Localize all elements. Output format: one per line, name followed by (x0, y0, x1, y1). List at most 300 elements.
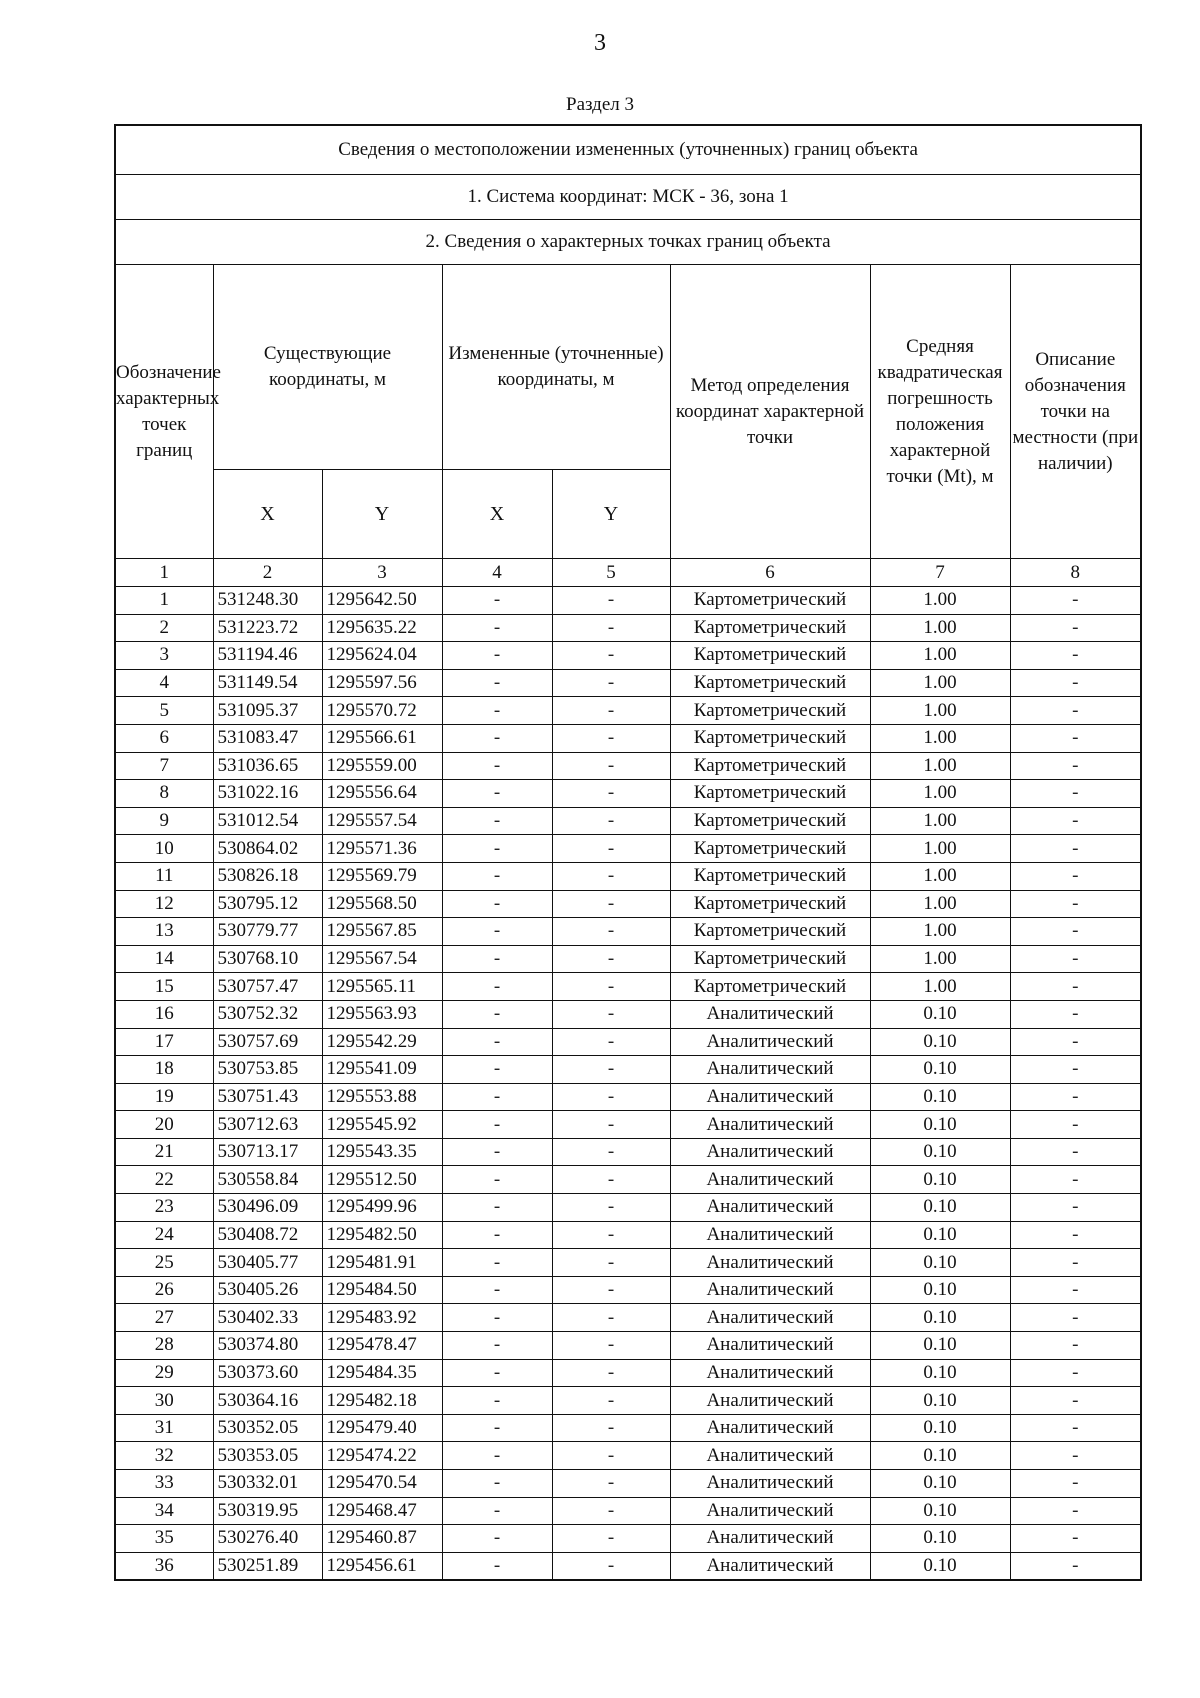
point-number-cell: 7 (115, 752, 213, 780)
existing-x-cell: 530558.84 (213, 1166, 322, 1194)
description-cell: - (1010, 614, 1141, 642)
point-number-cell: 29 (115, 1359, 213, 1387)
table-row (115, 1359, 1141, 1387)
changed-y-cell: - (552, 1056, 670, 1084)
existing-x-cell: 530374.80 (213, 1332, 322, 1360)
description-cell: - (1010, 1304, 1141, 1332)
method-cell: Аналитический (670, 1359, 870, 1387)
changed-y-cell: - (552, 780, 670, 808)
changed-x-cell: - (442, 1000, 552, 1028)
changed-y-cell: - (552, 1414, 670, 1442)
existing-x-cell: 530276.40 (213, 1525, 322, 1553)
changed-x-cell: - (442, 1221, 552, 1249)
changed-x-cell: - (442, 1111, 552, 1139)
existing-y-cell: 1295481.91 (322, 1249, 442, 1277)
table-row (115, 642, 1141, 670)
method-cell: Картометрический (670, 587, 870, 615)
changed-y-cell: - (552, 1028, 670, 1056)
header-description: Описание обозначения точки на местности (при наличии) (1010, 265, 1141, 559)
existing-y-cell: 1295542.29 (322, 1028, 442, 1056)
existing-x-cell: 530753.85 (213, 1056, 322, 1084)
description-cell: - (1010, 752, 1141, 780)
table-row (115, 1442, 1141, 1470)
description-cell: - (1010, 1138, 1141, 1166)
table-row (115, 1111, 1141, 1139)
changed-y-cell: - (552, 1497, 670, 1525)
method-cell: Картометрический (670, 642, 870, 670)
changed-y-cell: - (552, 835, 670, 863)
existing-y-cell: 1295512.50 (322, 1166, 442, 1194)
method-cell: Аналитический (670, 1442, 870, 1470)
changed-y-cell: - (552, 807, 670, 835)
table-row (115, 890, 1141, 918)
table-row (115, 724, 1141, 752)
mean-square-error-cell: 1.00 (870, 752, 1010, 780)
changed-x-cell: - (442, 642, 552, 670)
existing-x-cell: 530496.09 (213, 1194, 322, 1222)
method-cell: Картометрический (670, 614, 870, 642)
table-row (115, 1552, 1141, 1580)
method-cell: Аналитический (670, 1138, 870, 1166)
method-cell: Картометрический (670, 697, 870, 725)
changed-x-cell: - (442, 973, 552, 1001)
boundary-points-table (114, 124, 1142, 1581)
method-cell: Аналитический (670, 1414, 870, 1442)
method-cell: Картометрический (670, 780, 870, 808)
mean-square-error-cell: 0.10 (870, 1083, 1010, 1111)
existing-y-cell: 1295567.54 (322, 945, 442, 973)
table-row (115, 587, 1141, 615)
existing-x-cell: 530373.60 (213, 1359, 322, 1387)
description-cell: - (1010, 697, 1141, 725)
changed-y-cell: - (552, 1111, 670, 1139)
existing-y-cell: 1295566.61 (322, 724, 442, 752)
existing-y-cell: 1295468.47 (322, 1497, 442, 1525)
existing-y-cell: 1295569.79 (322, 862, 442, 890)
description-cell: - (1010, 1194, 1141, 1222)
description-cell: - (1010, 1359, 1141, 1387)
existing-y-cell: 1295478.47 (322, 1332, 442, 1360)
description-cell: - (1010, 1470, 1141, 1498)
description-cell: - (1010, 918, 1141, 946)
point-number-cell: 32 (115, 1442, 213, 1470)
changed-x-cell: - (442, 1387, 552, 1415)
changed-y-cell: - (552, 1552, 670, 1580)
existing-x-cell: 530364.16 (213, 1387, 322, 1415)
mean-square-error-cell: 1.00 (870, 724, 1010, 752)
table-row (115, 945, 1141, 973)
changed-y-cell: - (552, 1304, 670, 1332)
existing-x-cell: 530757.47 (213, 973, 322, 1001)
changed-x-cell: - (442, 614, 552, 642)
mean-square-error-cell: 0.10 (870, 1166, 1010, 1194)
point-number-cell: 20 (115, 1111, 213, 1139)
changed-x-cell: - (442, 1194, 552, 1222)
method-cell: Картометрический (670, 752, 870, 780)
changed-y-cell: - (552, 918, 670, 946)
table-row (115, 1028, 1141, 1056)
mean-square-error-cell: 1.00 (870, 697, 1010, 725)
mean-square-error-cell: 1.00 (870, 669, 1010, 697)
table-row (115, 1056, 1141, 1084)
method-cell: Аналитический (670, 1387, 870, 1415)
mean-square-error-cell: 1.00 (870, 890, 1010, 918)
changed-y-cell: - (552, 1276, 670, 1304)
existing-x-cell: 530402.33 (213, 1304, 322, 1332)
changed-y-cell: - (552, 669, 670, 697)
existing-y-cell: 1295556.64 (322, 780, 442, 808)
table-row (115, 1304, 1141, 1332)
changed-y-cell: - (552, 724, 670, 752)
column-number: 3 (322, 559, 442, 587)
existing-y-cell: 1295559.00 (322, 752, 442, 780)
mean-square-error-cell: 0.10 (870, 1249, 1010, 1277)
changed-y-cell: - (552, 862, 670, 890)
changed-x-cell: - (442, 807, 552, 835)
header-existing-coordinates: Существующие координаты, м (213, 265, 442, 470)
description-cell: - (1010, 1000, 1141, 1028)
changed-x-cell: - (442, 862, 552, 890)
table-row (115, 1000, 1141, 1028)
changed-x-cell: - (442, 724, 552, 752)
description-cell: - (1010, 780, 1141, 808)
changed-y-cell: - (552, 1194, 670, 1222)
changed-y-cell: - (552, 1166, 670, 1194)
table-row (115, 697, 1141, 725)
changed-y-cell: - (552, 1000, 670, 1028)
changed-y-cell: - (552, 1083, 670, 1111)
existing-y-cell: 1295565.11 (322, 973, 442, 1001)
description-cell: - (1010, 642, 1141, 670)
changed-x-cell: - (442, 918, 552, 946)
changed-x-cell: - (442, 669, 552, 697)
point-number-cell: 9 (115, 807, 213, 835)
mean-square-error-cell: 0.10 (870, 1470, 1010, 1498)
method-cell: Картометрический (670, 835, 870, 863)
existing-y-cell: 1295483.92 (322, 1304, 442, 1332)
point-number-cell: 15 (115, 973, 213, 1001)
column-number-row (115, 559, 1141, 587)
description-cell: - (1010, 1276, 1141, 1304)
table-row (115, 918, 1141, 946)
mean-square-error-cell: 0.10 (870, 1414, 1010, 1442)
table-row (115, 1414, 1141, 1442)
point-number-cell: 12 (115, 890, 213, 918)
description-cell: - (1010, 587, 1141, 615)
method-cell: Аналитический (670, 1497, 870, 1525)
description-cell: - (1010, 1497, 1141, 1525)
existing-x-cell: 531022.16 (213, 780, 322, 808)
changed-y-cell: - (552, 1332, 670, 1360)
changed-x-cell: - (442, 587, 552, 615)
method-cell: Аналитический (670, 1111, 870, 1139)
existing-x-cell: 530353.05 (213, 1442, 322, 1470)
existing-x-cell: 530757.69 (213, 1028, 322, 1056)
mean-square-error-cell: 0.10 (870, 1552, 1010, 1580)
method-cell: Картометрический (670, 669, 870, 697)
existing-y-cell: 1295642.50 (322, 587, 442, 615)
coordinate-system: 1. Система координат: МСК - 36, зона 1 (115, 175, 1141, 220)
table-row (115, 1083, 1141, 1111)
point-number-cell: 35 (115, 1525, 213, 1553)
mean-square-error-cell: 1.00 (870, 973, 1010, 1001)
changed-x-cell: - (442, 697, 552, 725)
existing-x-cell: 530251.89 (213, 1552, 322, 1580)
description-cell: - (1010, 1442, 1141, 1470)
description-cell: - (1010, 973, 1141, 1001)
point-number-cell: 4 (115, 669, 213, 697)
point-number-cell: 3 (115, 642, 213, 670)
mean-square-error-cell: 0.10 (870, 1332, 1010, 1360)
mean-square-error-cell: 0.10 (870, 1276, 1010, 1304)
section-title: Раздел 3 (566, 94, 634, 115)
existing-y-cell: 1295482.18 (322, 1387, 442, 1415)
existing-y-cell: 1295484.50 (322, 1276, 442, 1304)
existing-y-cell: 1295624.04 (322, 642, 442, 670)
existing-x-cell: 531149.54 (213, 669, 322, 697)
description-cell: - (1010, 1552, 1141, 1580)
mean-square-error-cell: 0.10 (870, 1056, 1010, 1084)
point-number-cell: 2 (115, 614, 213, 642)
method-cell: Аналитический (670, 1083, 870, 1111)
point-number-cell: 22 (115, 1166, 213, 1194)
table-row (115, 752, 1141, 780)
column-number: 8 (1010, 559, 1141, 587)
description-cell: - (1010, 1221, 1141, 1249)
point-number-cell: 34 (115, 1497, 213, 1525)
mean-square-error-cell: 1.00 (870, 835, 1010, 863)
method-cell: Картометрический (670, 945, 870, 973)
existing-x-cell: 530408.72 (213, 1221, 322, 1249)
point-number-cell: 18 (115, 1056, 213, 1084)
existing-x-cell: 530768.10 (213, 945, 322, 973)
changed-x-cell: - (442, 890, 552, 918)
mean-square-error-cell: 0.10 (870, 1359, 1010, 1387)
changed-x-cell: - (442, 1166, 552, 1194)
column-number: 5 (552, 559, 670, 587)
changed-y-cell: - (552, 697, 670, 725)
method-cell: Аналитический (670, 1276, 870, 1304)
mean-square-error-cell: 0.10 (870, 1028, 1010, 1056)
mean-square-error-cell: 1.00 (870, 862, 1010, 890)
table-row (115, 780, 1141, 808)
mean-square-error-cell: 0.10 (870, 1194, 1010, 1222)
method-cell: Аналитический (670, 1304, 870, 1332)
mean-square-error-cell: 0.10 (870, 1525, 1010, 1553)
point-number-cell: 26 (115, 1276, 213, 1304)
existing-x-cell: 530752.32 (213, 1000, 322, 1028)
existing-x-cell: 531083.47 (213, 724, 322, 752)
method-cell: Аналитический (670, 1166, 870, 1194)
description-cell: - (1010, 724, 1141, 752)
method-cell: Аналитический (670, 1470, 870, 1498)
method-cell: Аналитический (670, 1194, 870, 1222)
column-number: 2 (213, 559, 322, 587)
changed-x-cell: - (442, 1028, 552, 1056)
mean-square-error-cell: 1.00 (870, 587, 1010, 615)
changed-x-cell: - (442, 1414, 552, 1442)
table-title: Сведения о местоположении измененных (уточненных) границ объекта (115, 125, 1141, 175)
existing-x-cell: 530352.05 (213, 1414, 322, 1442)
point-number-cell: 36 (115, 1552, 213, 1580)
table-row (115, 614, 1141, 642)
changed-x-cell: - (442, 1442, 552, 1470)
changed-y-cell: - (552, 1442, 670, 1470)
points-heading: 2. Сведения о характерных точках границ объекта (115, 220, 1141, 265)
mean-square-error-cell: 0.10 (870, 1221, 1010, 1249)
method-cell: Картометрический (670, 724, 870, 752)
page-number: 3 (594, 30, 606, 56)
description-cell: - (1010, 1028, 1141, 1056)
table-row (115, 1332, 1141, 1360)
existing-y-cell: 1295597.56 (322, 669, 442, 697)
existing-y-cell: 1295482.50 (322, 1221, 442, 1249)
existing-y-cell: 1295545.92 (322, 1111, 442, 1139)
description-cell: - (1010, 1083, 1141, 1111)
description-cell: - (1010, 807, 1141, 835)
description-cell: - (1010, 945, 1141, 973)
point-number-cell: 8 (115, 780, 213, 808)
header-method: Метод определения координат характерной точки (670, 265, 870, 559)
existing-x-cell: 531194.46 (213, 642, 322, 670)
changed-y-cell: - (552, 642, 670, 670)
description-cell: - (1010, 862, 1141, 890)
existing-x-cell: 530795.12 (213, 890, 322, 918)
table-row (115, 1276, 1141, 1304)
point-number-cell: 27 (115, 1304, 213, 1332)
method-cell: Аналитический (670, 1552, 870, 1580)
table-row (115, 1497, 1141, 1525)
existing-y-cell: 1295484.35 (322, 1359, 442, 1387)
existing-x-cell: 530751.43 (213, 1083, 322, 1111)
existing-y-cell: 1295460.87 (322, 1525, 442, 1553)
column-number: 4 (442, 559, 552, 587)
existing-x-cell: 530713.17 (213, 1138, 322, 1166)
existing-x-cell: 531012.54 (213, 807, 322, 835)
description-cell: - (1010, 1111, 1141, 1139)
point-number-cell: 6 (115, 724, 213, 752)
changed-y-cell: - (552, 1525, 670, 1553)
method-cell: Аналитический (670, 1249, 870, 1277)
description-cell: - (1010, 890, 1141, 918)
existing-y-cell: 1295568.50 (322, 890, 442, 918)
description-cell: - (1010, 669, 1141, 697)
mean-square-error-cell: 1.00 (870, 780, 1010, 808)
point-number-cell: 25 (115, 1249, 213, 1277)
changed-y-cell: - (552, 1470, 670, 1498)
changed-y-cell: - (552, 890, 670, 918)
existing-y-cell: 1295567.85 (322, 918, 442, 946)
changed-x-cell: - (442, 1525, 552, 1553)
existing-x-cell: 530826.18 (213, 862, 322, 890)
point-number-cell: 13 (115, 918, 213, 946)
changed-y-cell: - (552, 945, 670, 973)
description-cell: - (1010, 1525, 1141, 1553)
point-number-cell: 17 (115, 1028, 213, 1056)
column-number: 1 (115, 559, 213, 587)
method-cell: Аналитический (670, 1332, 870, 1360)
table-row (115, 862, 1141, 890)
method-cell: Картометрический (670, 890, 870, 918)
mean-square-error-cell: 0.10 (870, 1497, 1010, 1525)
mean-square-error-cell: 1.00 (870, 642, 1010, 670)
column-number: 6 (670, 559, 870, 587)
existing-y-cell: 1295541.09 (322, 1056, 442, 1084)
mean-square-error-cell: 0.10 (870, 1138, 1010, 1166)
changed-x-cell: - (442, 1083, 552, 1111)
changed-x-cell: - (442, 1332, 552, 1360)
existing-x-cell: 530319.95 (213, 1497, 322, 1525)
point-number-cell: 30 (115, 1387, 213, 1415)
changed-y-cell: - (552, 752, 670, 780)
point-number-cell: 21 (115, 1138, 213, 1166)
point-number-cell: 14 (115, 945, 213, 973)
method-cell: Аналитический (670, 1028, 870, 1056)
header-changed-y: Y (552, 470, 670, 559)
mean-square-error-cell: 1.00 (870, 945, 1010, 973)
changed-y-cell: - (552, 614, 670, 642)
existing-y-cell: 1295543.35 (322, 1138, 442, 1166)
point-number-cell: 24 (115, 1221, 213, 1249)
changed-y-cell: - (552, 973, 670, 1001)
table-row (115, 1525, 1141, 1553)
changed-x-cell: - (442, 752, 552, 780)
existing-x-cell: 530405.77 (213, 1249, 322, 1277)
changed-x-cell: - (442, 1470, 552, 1498)
table-row (115, 669, 1141, 697)
changed-x-cell: - (442, 1138, 552, 1166)
existing-y-cell: 1295635.22 (322, 614, 442, 642)
existing-y-cell: 1295479.40 (322, 1414, 442, 1442)
changed-y-cell: - (552, 1221, 670, 1249)
mean-square-error-cell: 0.10 (870, 1000, 1010, 1028)
method-cell: Аналитический (670, 1525, 870, 1553)
point-number-cell: 5 (115, 697, 213, 725)
point-number-cell: 23 (115, 1194, 213, 1222)
mean-square-error-cell: 0.10 (870, 1111, 1010, 1139)
table-row (115, 807, 1141, 835)
mean-square-error-cell: 0.10 (870, 1442, 1010, 1470)
existing-y-cell: 1295570.72 (322, 697, 442, 725)
point-number-cell: 16 (115, 1000, 213, 1028)
method-cell: Картометрический (670, 973, 870, 1001)
mean-square-error-cell: 1.00 (870, 614, 1010, 642)
method-cell: Картометрический (670, 918, 870, 946)
table-row (115, 1249, 1141, 1277)
existing-y-cell: 1295470.54 (322, 1470, 442, 1498)
mean-square-error-cell: 0.10 (870, 1387, 1010, 1415)
changed-y-cell: - (552, 1387, 670, 1415)
method-cell: Картометрический (670, 862, 870, 890)
method-cell: Аналитический (670, 1000, 870, 1028)
description-cell: - (1010, 1387, 1141, 1415)
table-row (115, 1221, 1141, 1249)
existing-x-cell: 530405.26 (213, 1276, 322, 1304)
changed-y-cell: - (552, 1138, 670, 1166)
changed-x-cell: - (442, 1359, 552, 1387)
existing-x-cell: 530779.77 (213, 918, 322, 946)
changed-x-cell: - (442, 780, 552, 808)
existing-y-cell: 1295456.61 (322, 1552, 442, 1580)
point-number-cell: 19 (115, 1083, 213, 1111)
existing-y-cell: 1295474.22 (322, 1442, 442, 1470)
description-cell: - (1010, 1249, 1141, 1277)
table-row (115, 1138, 1141, 1166)
changed-x-cell: - (442, 1249, 552, 1277)
point-number-cell: 11 (115, 862, 213, 890)
existing-y-cell: 1295571.36 (322, 835, 442, 863)
header-point-designation: Обозначение характерных точек границ (115, 265, 213, 559)
